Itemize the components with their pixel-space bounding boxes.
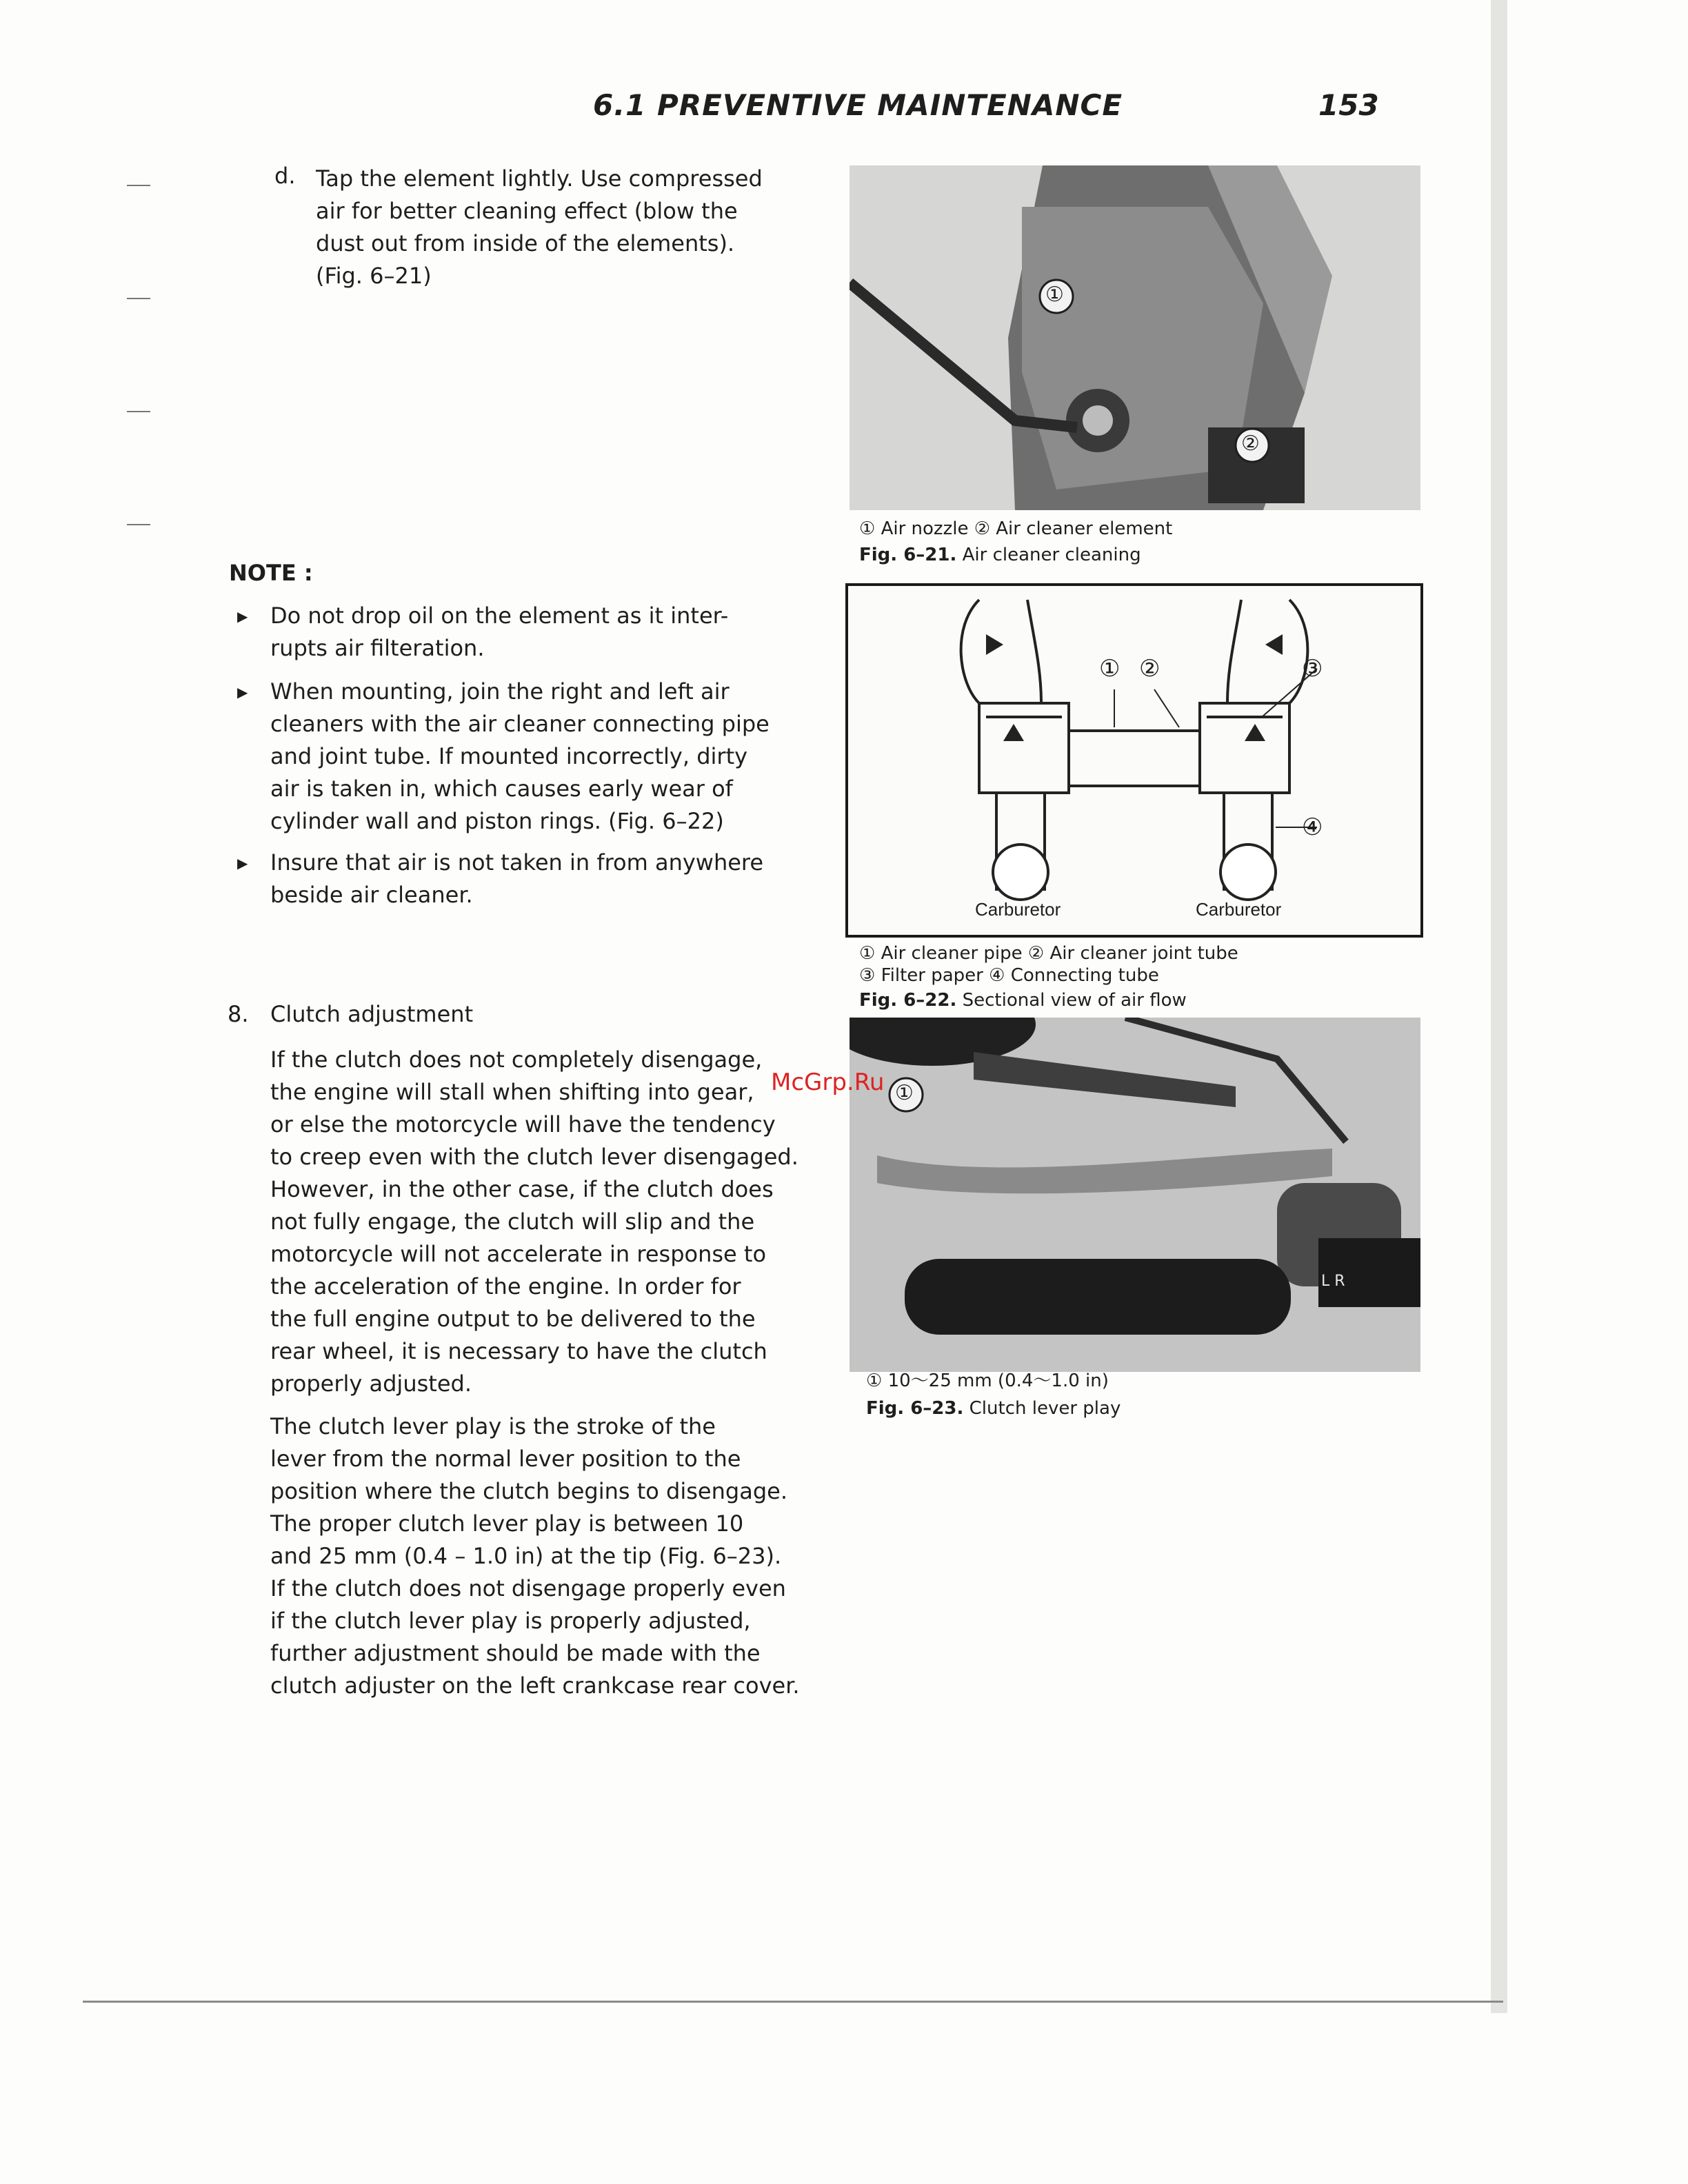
note-item-2 bbox=[270, 676, 803, 838]
fig21-legend: ① Air nozzle ② Air cleaner element bbox=[859, 518, 1173, 539]
text-line: rupts air filteration. bbox=[270, 635, 485, 661]
fig21-caption bbox=[859, 542, 1141, 568]
bullet-icon: ▶ bbox=[237, 608, 248, 625]
text-line: not fully engage, the clutch will slip and the bbox=[270, 1209, 755, 1235]
text-line: However, in the other case, if the clutch does bbox=[270, 1176, 774, 1202]
fig21-label: Fig. 6–21. bbox=[859, 545, 957, 565]
text-line: or else the motorcycle will have the tendency bbox=[270, 1111, 776, 1138]
text-line: lever from the normal lever position to the bbox=[270, 1446, 741, 1472]
fig22-title: Sectional view of air flow bbox=[962, 990, 1187, 1011]
fig22-diagram bbox=[845, 583, 1423, 938]
fig21-title: Air cleaner cleaning bbox=[962, 545, 1141, 565]
text-line: the full engine output to be delivered to the bbox=[270, 1306, 756, 1332]
fig21-callout-1: ① bbox=[1045, 283, 1064, 307]
fig22-callout-2: ② bbox=[1139, 655, 1160, 682]
step-d-label: d. bbox=[274, 163, 296, 189]
text-line: cleaners with the air cleaner connecting pipe bbox=[270, 711, 770, 737]
air-flow-diagram bbox=[848, 586, 1420, 935]
text-line: Tap the element lightly. Use compressed bbox=[316, 165, 763, 192]
text-line: the acceleration of the engine. In order for bbox=[270, 1273, 741, 1300]
fig23-caption bbox=[866, 1395, 1121, 1422]
text-line: air for better cleaning effect (blow the bbox=[316, 198, 738, 224]
fig23-label: Fig. 6–23. bbox=[866, 1398, 964, 1419]
margin-mark bbox=[127, 185, 150, 186]
text-line: beside air cleaner. bbox=[270, 882, 473, 908]
text-line: motorcycle will not accelerate in response to bbox=[270, 1241, 767, 1267]
note-title: NOTE : bbox=[229, 560, 313, 586]
bullet-icon: ▶ bbox=[237, 855, 248, 871]
text-line: further adjustment should be made with the bbox=[270, 1640, 761, 1666]
fig22-legend-1: ① Air cleaner pipe ② Air cleaner joint tube bbox=[859, 943, 1238, 964]
fig22-caption bbox=[859, 987, 1187, 1013]
text-line: The proper clutch lever play is between 10 bbox=[270, 1510, 744, 1537]
clutch-lever-illustration bbox=[850, 1018, 1420, 1372]
section-number: 8. bbox=[228, 1001, 249, 1027]
margin-mark bbox=[127, 411, 150, 412]
text-line: and joint tube. If mounted incorrectly, dirty bbox=[270, 743, 748, 769]
bullet-icon: ▶ bbox=[237, 684, 248, 700]
fig22-callout-3: ③ bbox=[1302, 655, 1323, 682]
text-line: (Fig. 6–21) bbox=[316, 263, 432, 289]
watermark-logo: McGrp.Ru bbox=[771, 1069, 885, 1096]
text-line: When mounting, join the right and left air bbox=[270, 678, 730, 705]
text-line: Insure that air is not taken in from anywhere bbox=[270, 849, 764, 876]
section-title: Clutch adjustment bbox=[270, 1001, 474, 1027]
note-item-3 bbox=[270, 847, 803, 911]
fig21-photo bbox=[850, 165, 1420, 510]
text-line: dust out from inside of the elements). bbox=[316, 230, 735, 256]
fig22-callout-4: ④ bbox=[1302, 813, 1323, 841]
text-line: the engine will stall when shifting into gear, bbox=[270, 1079, 754, 1105]
margin-mark bbox=[127, 524, 150, 525]
section-header: 6.1 PREVENTIVE MAINTENANCE bbox=[593, 88, 1123, 122]
fig23-callout-1: ① bbox=[895, 1081, 914, 1105]
text-line: Do not drop oil on the element as it inter- bbox=[270, 603, 729, 629]
note-item-1 bbox=[270, 600, 803, 665]
fig21-callout-2: ② bbox=[1241, 432, 1260, 456]
carburetor-right-label: Carburetor bbox=[1196, 899, 1282, 920]
grip-mark: L R bbox=[1321, 1273, 1345, 1290]
bottom-edge-line bbox=[83, 2001, 1503, 2003]
carburetor-left-label: Carburetor bbox=[975, 899, 1061, 920]
clutch-paragraph-1 bbox=[270, 1044, 803, 1400]
text-line: If the clutch does not disengage properly even bbox=[270, 1575, 786, 1601]
margin-mark bbox=[127, 298, 150, 299]
fig22-legend-2: ③ Filter paper ④ Connecting tube bbox=[859, 965, 1159, 986]
page-edge-shadow bbox=[1491, 0, 1507, 2013]
text-line: cylinder wall and piston rings. (Fig. 6–22) bbox=[270, 808, 724, 834]
text-line: The clutch lever play is the stroke of the bbox=[270, 1413, 716, 1439]
fig23-title: Clutch lever play bbox=[969, 1398, 1121, 1419]
text-line: and 25 mm (0.4 – 1.0 in) at the tip (Fig. 6–23). bbox=[270, 1543, 782, 1569]
text-line: clutch adjuster on the left crankcase rear cover. bbox=[270, 1672, 800, 1699]
fig23-legend: ① 10～25 mm (0.4～1.0 in) bbox=[866, 1371, 1109, 1391]
fig23-photo bbox=[850, 1018, 1420, 1372]
text-line: position where the clutch begins to disengage. bbox=[270, 1478, 787, 1504]
fig22-callout-1: ① bbox=[1099, 655, 1121, 682]
text-line: properly adjusted. bbox=[270, 1371, 472, 1397]
text-line: to creep even with the clutch lever disengaged. bbox=[270, 1144, 798, 1170]
air-cleaner-illustration bbox=[850, 165, 1420, 510]
clutch-paragraph-2 bbox=[270, 1410, 803, 1702]
step-d-text bbox=[316, 163, 803, 292]
fig22-label: Fig. 6–22. bbox=[859, 990, 957, 1011]
text-line: air is taken in, which causes early wear of bbox=[270, 776, 733, 802]
text-line: If the clutch does not completely disengage, bbox=[270, 1046, 763, 1073]
text-line: rear wheel, it is necessary to have the clutch bbox=[270, 1338, 767, 1364]
page-number: 153 bbox=[1318, 88, 1379, 122]
text-line: if the clutch lever play is properly adjusted, bbox=[270, 1608, 751, 1634]
